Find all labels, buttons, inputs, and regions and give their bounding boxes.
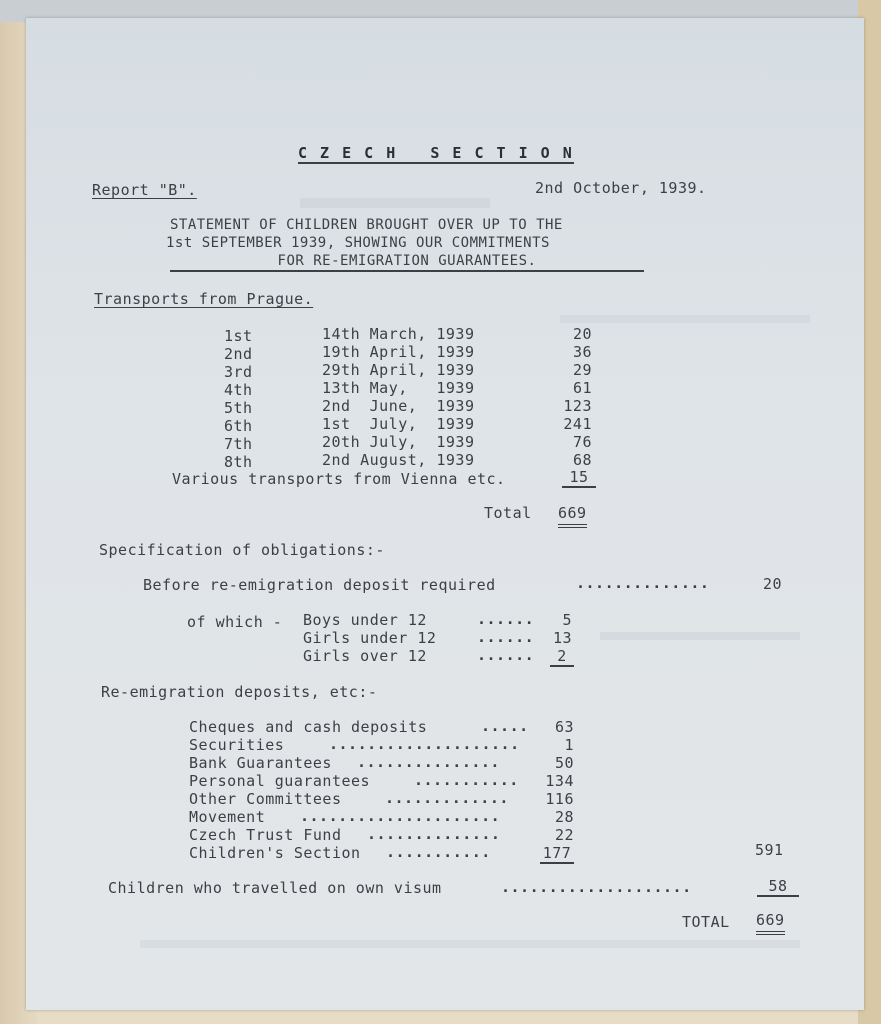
deposit-dots: ........... (386, 843, 491, 861)
transport-number: 7th (224, 435, 253, 453)
transport-number: 4th (224, 381, 253, 399)
deposit-dots: ..... (481, 717, 529, 735)
grand-total-label: TOTAL (682, 913, 730, 931)
deposit-value: 134 (545, 772, 574, 790)
transport-date: 2nd August, 1939 (322, 451, 475, 469)
deposit-dots: .................... (329, 735, 520, 753)
deposit-value: 22 (554, 826, 574, 844)
breakdown-dots: ...... (477, 610, 535, 628)
total-label: Total (484, 504, 532, 522)
transport-date: 13th May, 1939 (322, 379, 475, 397)
transport-count: 241 (563, 415, 592, 433)
transport-count: 123 (563, 397, 592, 415)
deposits-heading: Re-emigration deposits, etc:- (101, 683, 378, 701)
breakdown-dots: ...... (477, 646, 535, 664)
transport-count: 68 (572, 451, 592, 469)
before-deposit-dots: .............. (576, 574, 710, 592)
own-visum-value: 58 (757, 878, 799, 897)
transport-number: 3rd (224, 363, 253, 381)
deposit-label: Personal guarantees (189, 772, 371, 790)
vienna-label: Various transports from Vienna etc. (172, 470, 506, 488)
transport-number: 2nd (224, 345, 253, 363)
breakdown-dots: ...... (477, 628, 535, 646)
deposit-label: Cheques and cash deposits (189, 718, 428, 736)
deposit-label: Other Committees (189, 790, 342, 808)
transport-date: 1st July, 1939 (322, 415, 475, 433)
deposit-label: Securities (189, 736, 285, 754)
transport-number: 6th (224, 417, 253, 435)
deposit-dots: ..................... (300, 807, 501, 825)
before-deposit-value: 20 (763, 575, 783, 593)
transport-count: 20 (572, 325, 592, 343)
breakdown-value: 2 (550, 648, 574, 667)
deposit-value: 28 (554, 808, 574, 826)
document-page (26, 18, 864, 1010)
deposits-total: 591 (755, 841, 784, 859)
deposit-label: Children's Section (189, 844, 361, 862)
breakdown-value: 13 (552, 629, 572, 647)
deposit-value: 116 (545, 790, 574, 808)
before-deposit-label: Before re-emigration deposit required (143, 576, 496, 594)
transport-date: 29th April, 1939 (322, 361, 475, 379)
breakdown-value: 5 (562, 611, 572, 629)
deposit-dots: ........... (414, 771, 519, 789)
own-visum-dots: .................... (501, 878, 692, 896)
deposit-value: 1 (564, 736, 574, 754)
transport-count: 36 (572, 343, 592, 361)
specification-heading: Specification of obligations:- (99, 541, 385, 559)
transport-count: 29 (572, 361, 592, 379)
grand-total-value: 669 (756, 912, 785, 935)
deposit-label: Czech Trust Fund (189, 826, 342, 844)
transport-count: 61 (572, 379, 592, 397)
of-which-label: of which - (187, 613, 283, 631)
transport-count: 76 (572, 433, 592, 451)
breakdown-label: Girls under 12 (303, 629, 437, 647)
deposit-dots: ............. (385, 789, 509, 807)
deposit-label: Movement (189, 808, 266, 826)
deposit-value: 63 (554, 718, 574, 736)
transport-date: 19th April, 1939 (322, 343, 475, 361)
vienna-count: 15 (562, 469, 596, 488)
transport-date: 2nd June, 1939 (322, 397, 475, 415)
transport-number: 8th (224, 453, 253, 471)
deposit-value: 50 (554, 754, 574, 772)
transports-heading: Transports from Prague. (94, 290, 314, 308)
deposit-label: Bank Guarantees (189, 754, 332, 772)
statement-line-1: STATEMENT OF CHILDREN BROUGHT OVER UP TO THE (170, 217, 563, 233)
own-visum-label: Children who travelled on own visum (108, 879, 442, 897)
section-title: C Z E C H S E C T I O N (298, 144, 574, 162)
breakdown-label: Boys under 12 (303, 611, 427, 629)
transport-date: 20th July, 1939 (322, 433, 475, 451)
transport-number: 1st (224, 327, 253, 345)
deposit-dots: ............... (357, 753, 500, 771)
transport-number: 5th (224, 399, 253, 417)
report-date: 2nd October, 1939. (535, 179, 707, 197)
total-value: 669 (558, 505, 587, 528)
deposit-dots: .............. (367, 825, 501, 843)
statement-line-2: 1st SEPTEMBER 1939, SHOWING OUR COMMITMENTS (166, 235, 550, 251)
transport-date: 14th March, 1939 (322, 325, 475, 343)
breakdown-label: Girls over 12 (303, 647, 427, 665)
statement-line-3: FOR RE-EMIGRATION GUARANTEES. (170, 253, 644, 272)
deposit-value: 177 (540, 845, 574, 864)
report-label: Report "B". (92, 181, 197, 199)
